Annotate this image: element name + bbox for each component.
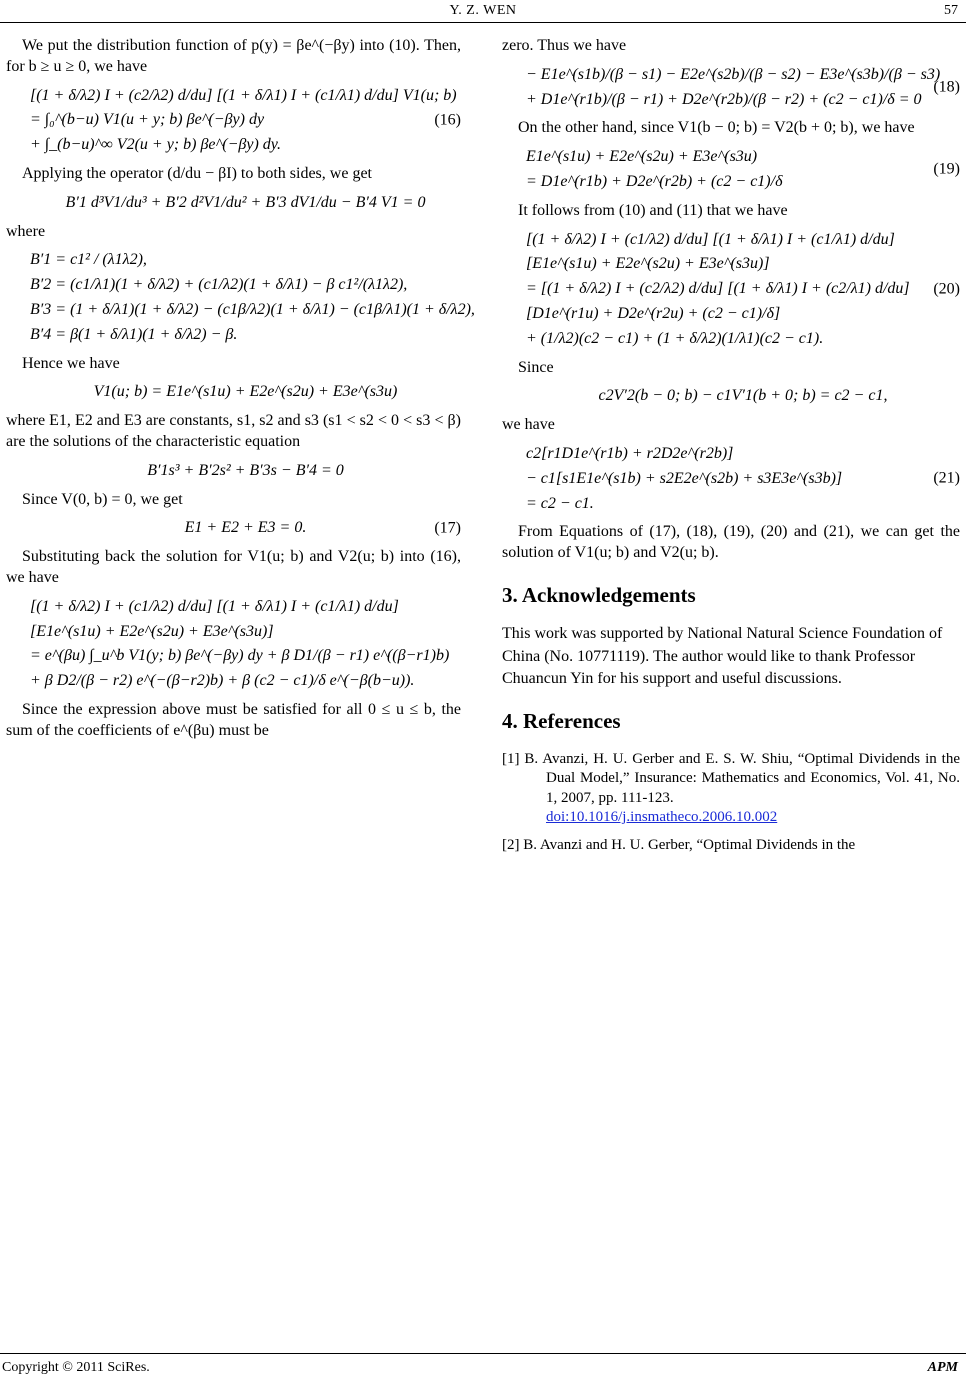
- copyright: Copyright © 2011 SciRes.: [2, 1360, 150, 1375]
- equation-17: E1 + E2 + E3 = 0. (17): [6, 518, 461, 539]
- paragraph-since: Since: [518, 358, 554, 376]
- paragraph-we-have: we have: [502, 416, 555, 434]
- page-number: 57: [944, 3, 958, 18]
- eq17-number: (17): [434, 519, 461, 537]
- paragraph-other-hand: On the other hand, since V1(b − 0; b) = V2(b + 0; b), we have: [518, 119, 915, 137]
- acknowledgements-text: This work was supported by National Natural Science Foundation of China (No. 10771119). The author would like to thank Professor Chuancun Yin for his support and useful discussions.: [502, 625, 943, 688]
- journal-abbrev: APM: [927, 1360, 958, 1375]
- paragraph-where: where: [6, 222, 46, 240]
- equation-ode: [6, 193, 461, 214]
- paragraph-zero: zero. Thus we have: [502, 37, 627, 54]
- page-header: [0, 2, 966, 26]
- eq16-line2: = ∫₀^(b−u) V1(u + y; b) βe^(−βy) dy: [30, 111, 265, 129]
- coef-b2: B′2 = (c1/λ1)(1 + δ/λ2) + (c1/λ2)(1 + δ/λ1) − β c1²/(λ1λ2),: [30, 276, 408, 294]
- equation-derivative-condition: c2V′2(b − 0; b) − c1V′1(b + 0; b) = c2 − c1,: [598, 387, 888, 405]
- page-footer: [0, 1353, 966, 1379]
- equation-v1-solution: V1(u; b) = E1e^(s1u) + E2e^(s2u) + E3e^(s3u): [93, 383, 398, 401]
- section-heading-references: 4. References: [502, 709, 621, 734]
- header-rule: [0, 22, 966, 23]
- right-column: [502, 36, 960, 863]
- paragraph-substituting: Substituting back the solution for V1(u; b) and V2(u; b) into (16), we have: [6, 548, 461, 586]
- paragraph-conclusion: From Equations of (17), (18), (19), (20) and (21), we can get the solution of V1(u; b) and V2(u; b).: [502, 523, 960, 562]
- eq-ode-body: B′1 d³V1/du³ + B′2 d²V1/du² + B′3 dV1/du − B′4 V1 = 0: [65, 193, 426, 211]
- equation-21: c2[r1D1e^(r1b) + r2D2e^(r2b)] − c1[s1E1e^(s1b) + s2E2e^(s2b) + s3E3e^(s3b)] = c2 − c1. (21): [526, 444, 960, 512]
- eq16-line1: [(1 + δ/λ2) I + (c2/λ2) d/du] [(1 + δ/λ1) I + (c1/λ1) d/du] V1(u; b): [30, 86, 457, 104]
- reference-1: [1] B. Avanzi, H. U. Gerber and E. S. W. Shiu, “Optimal Dividends in the Dual Model,” Insurance: Mathematics and Economics, Vol. 41, No. 1, 2007, pp. 111-123. doi:10.1016/j.insmatheco.2006.10.002: [502, 750, 960, 826]
- equation-19: E1e^(s1u) + E2e^(s2u) + E3e^(s3u) = D1e^(r1b) + D2e^(r2b) + (c2 − c1)/δ (19): [526, 148, 960, 190]
- reference-1-doi-link[interactable]: doi:10.1016/j.insmatheco.2006.10.002: [546, 809, 778, 826]
- paragraph-coefficients: Since the expression above must be satisfied for all 0 ≤ u ≤ b, the sum of the coefficients of e^(βu) must be: [6, 700, 461, 739]
- equation-b-coefficients: [6, 250, 475, 345]
- paragraph-follows: It follows from (10) and (11) that we have: [518, 201, 788, 219]
- section-heading-acknowledgements: 3. Acknowledgements: [502, 582, 696, 607]
- equation-substituted: [(1 + δ/λ2) I + (c1/λ2) d/du] [(1 + δ/λ1) I + (c1/λ1) d/du] [E1e^(s1u) + E2e^(s2u) + E3e^(s3u)] = e^(βu) ∫_u^b V1(y; b) βe^(−βy) dy + β D1/(β − r1) e^((β−r1)b) + β D2/(β − r2) e^(−(β−r2)b) + β (c2 − c1)/δ e^(−β(b−u)).: [30, 597, 450, 690]
- paragraph-operator: Applying the operator (d/du − βI) to both sides, we get: [22, 164, 372, 182]
- footer-rule: [0, 1353, 966, 1354]
- paragraph-constants: where E1, E2 and E3 are constants, s1, s2 and s3 (s1 < s2 < 0 < s3 < β) are the solutions of the characteristic equation: [6, 412, 461, 450]
- eq20-number: (20): [933, 280, 960, 298]
- eq16-number: (16): [434, 111, 461, 129]
- equation-18: − E1e^(s1b)/(β − s1) − E2e^(s2b)/(β − s2) − E3e^(s3b)/(β − s3) + D1e^(r1b)/(β − r1) + D2e^(r2b)/(β − r2) + (c2 − c1)/δ = 0 (18): [526, 65, 960, 108]
- paragraph-since-v: Since V(0, b) = 0, we get: [22, 490, 183, 508]
- reference-2: [2] B. Avanzi and H. U. Gerber, “Optimal Dividends in the: [502, 836, 856, 853]
- running-title: Y. Z. WEN: [449, 3, 517, 18]
- equation-16: [6, 86, 461, 156]
- coef-b1: B′1 = c1² / (λ1λ2),: [30, 251, 147, 269]
- coef-b3: B′3 = (1 + δ/λ1)(1 + δ/λ2) − (c1β/λ2)(1 + δ/λ1) − (c1β/λ1)(1 + δ/λ2),: [30, 300, 475, 318]
- equation-20: [(1 + δ/λ2) I + (c1/λ2) d/du] [(1 + δ/λ1) I + (c1/λ1) d/du] [E1e^(s1u) + E2e^(s2u) + E3e^(s3u)] = [(1 + δ/λ2) I + (c2/λ2) d/du] [(1 + δ/λ1) I + (c2/λ1) d/du] [D1e^(r1u) + D2e^(r2u) + (c2 − c1)/δ] + (1/λ2)(c2 − c1) + (1 + δ/λ2)(1/λ1)(c2 − c1). (20): [526, 230, 960, 347]
- left-column: [6, 36, 475, 742]
- eq16-line3: + ∫_(b−u)^∞ V2(u + y; b) βe^(−βy) dy.: [30, 136, 282, 154]
- coef-b4: B′4 = β(1 + δ/λ1)(1 + δ/λ2) − β.: [30, 325, 238, 343]
- paragraph-hence: Hence we have: [22, 354, 120, 372]
- paragraph-intro: We put the distribution function of p(y) = βe^(−βy) into (10). Then, for b ≥ u ≥ 0, we have: [6, 37, 461, 75]
- equation-characteristic: B′1s³ + B′2s² + B′3s − B′4 = 0: [147, 461, 344, 479]
- eq19-number: (19): [933, 160, 960, 178]
- eq21-number: (21): [933, 469, 960, 487]
- eq18-number: (18): [933, 78, 960, 96]
